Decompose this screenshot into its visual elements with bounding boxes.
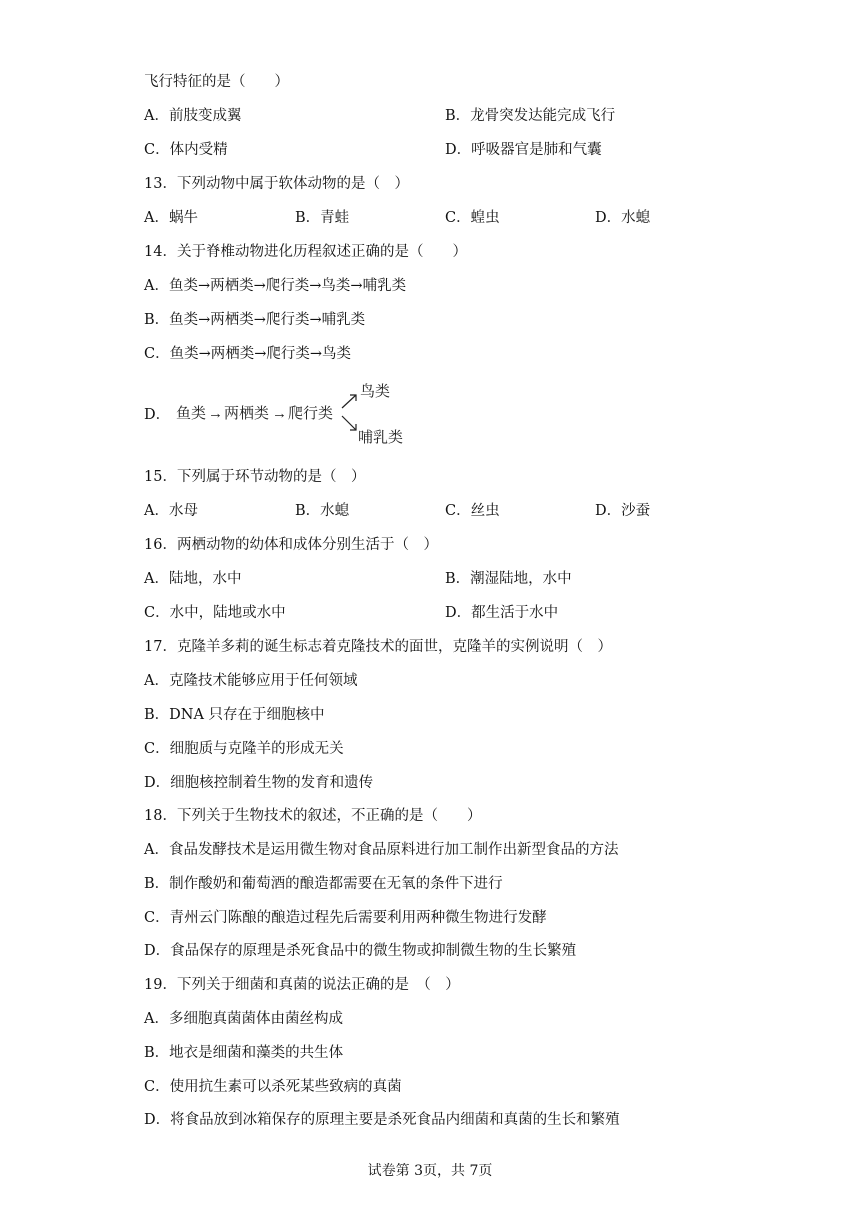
q15-option-a: A．水母 [144, 503, 198, 519]
q16-option-d: D．都生活于水中 [445, 605, 559, 621]
q12-option-c: C．体内受精 [144, 142, 228, 158]
q13-option-d: D．水螅 [595, 210, 651, 226]
q14-stem: 14．关于脊椎动物进化历程叙述正确的是（ ） [144, 244, 467, 260]
diagram-amphibian: 两栖类 [224, 405, 270, 422]
q17-option-a: A．克隆技术能够应用于任何领域 [144, 673, 358, 689]
q14-option-a: A．鱼类→两栖类→爬行类→鸟类→哺乳类 [144, 278, 407, 294]
q13-stem: 13．下列动物中属于软体动物的是（ ） [144, 176, 409, 192]
q14-option-b: B．鱼类→两栖类→爬行类→哺乳类 [144, 312, 366, 328]
diagram-branch-down [342, 416, 356, 430]
q19-option-b: B．地衣是细菌和藻类的共生体 [144, 1045, 344, 1061]
q15-option-c: C．丝虫 [445, 503, 500, 519]
q17-option-b: B．DNA 只存在于细胞核中 [144, 707, 325, 723]
diagram-fish: 鱼类 [176, 405, 207, 422]
q18-option-a: A．食品发酵技术是运用微生物对食品原料进行加工制作出新型食品的方法 [144, 842, 619, 858]
q19-option-d: D．将食品放到冰箱保存的原理主要是杀死食品内细菌和真菌的生长和繁殖 [144, 1112, 620, 1128]
q16-option-c: C．水中，陆地或水中 [144, 605, 286, 621]
q12-option-d: D．呼吸器官是肺和气囊 [445, 142, 602, 158]
q14-option-c: C．鱼类→两栖类→爬行类→鸟类 [144, 346, 352, 362]
q18-stem: 18．下列关于生物技术的叙述，不正确的是（ ） [144, 808, 482, 824]
q15-option-b: B．水螅 [295, 503, 350, 519]
diagram-arrow-2: → [272, 405, 287, 422]
q13-option-b: B．青蛙 [295, 210, 350, 226]
q16-option-a: A．陆地，水中 [144, 571, 242, 587]
q19-option-a: A．多细胞真菌菌体由菌丝构成 [144, 1011, 343, 1027]
q12-option-a: A．前肢变成翼 [144, 108, 242, 124]
q12-stem-tail: 飞行特征的是（ ） [144, 74, 289, 90]
q15-stem: 15．下列属于环节动物的是（ ） [144, 469, 366, 485]
q15-option-d: D．沙蚕 [595, 503, 651, 519]
q17-stem: 17．克隆羊多莉的诞生标志着克隆技术的面世，克隆羊的实例说明（ ） [144, 639, 612, 655]
evolution-diagram [144, 378, 444, 450]
q16-option-b: B．潮湿陆地，水中 [445, 571, 572, 587]
q13-option-a: A．蜗牛 [144, 210, 198, 226]
q17-option-c: C．细胞质与克隆羊的形成无关 [144, 741, 344, 757]
q19-option-c: C．使用抗生素可以杀死某些致病的真菌 [144, 1079, 402, 1095]
q16-stem: 16．两栖动物的幼体和成体分别生活于（ ） [144, 537, 438, 553]
q17-option-d: D．细胞核控制着生物的发育和遗传 [144, 775, 374, 791]
diagram-reptile: 爬行类 [288, 405, 334, 422]
q18-option-d: D．食品保存的原理是杀死食品中的微生物或抑制微生物的生长繁殖 [144, 943, 577, 959]
q12-option-b: B．龙骨突发达能完成飞行 [445, 108, 616, 124]
diagram-mammal: 哺乳类 [358, 429, 404, 446]
q19-stem: 19．下列关于细菌和真菌的说法正确的是 （ ） [144, 977, 460, 993]
q13-option-c: C．蝗虫 [445, 210, 500, 226]
q14-option-d-label: D． [144, 407, 171, 423]
page-footer: 试卷第 3页，共 7页 [367, 1163, 493, 1179]
q18-option-b: B．制作酸奶和葡萄酒的酿造都需要在无氧的条件下进行 [144, 876, 503, 892]
diagram-arrow-1: → [208, 405, 223, 422]
diagram-branch-up [342, 395, 356, 408]
q18-option-c: C．青州云门陈酿的酿造过程先后需要利用两种微生物进行发酵 [144, 910, 547, 926]
diagram-bird: 鸟类 [360, 383, 391, 400]
